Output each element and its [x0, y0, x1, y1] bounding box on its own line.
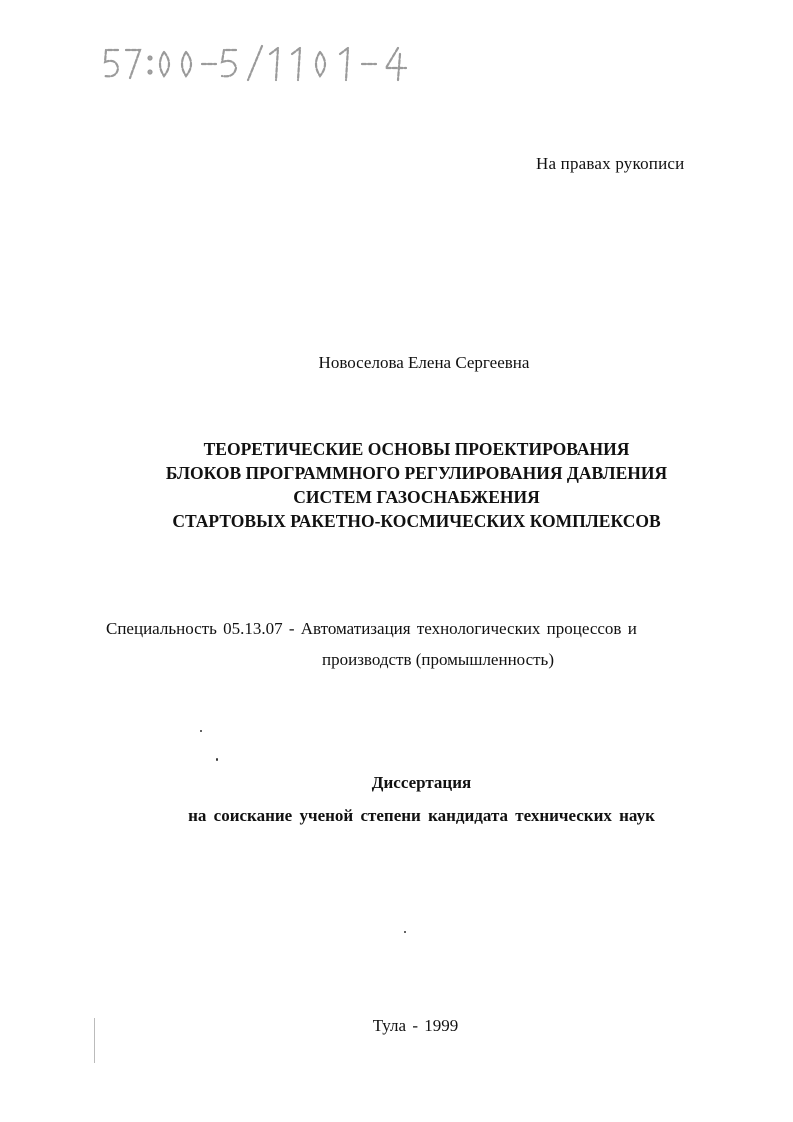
scan-edge-line: [94, 1018, 95, 1063]
library-stamp: [100, 34, 460, 90]
scan-speck: [216, 758, 218, 761]
title-line: БЛОКОВ ПРОГРАММНОГО РЕГУЛИРОВАНИЯ ДАВЛЕНИЯ: [165, 463, 668, 483]
specialty-line: Специальность 05.13.07 - Автоматизация технологических процессов и: [106, 619, 637, 638]
author-name: Новоселова Елена Сергеевна: [318, 353, 530, 372]
title-line: СИСТЕМ ГАЗОСНАБЖЕНИЯ: [293, 487, 540, 507]
scan-speck: [200, 730, 202, 732]
stamp-handwriting: [100, 34, 460, 90]
thesis-title: [0, 437, 793, 533]
specialty-continuation: производств (промышленность): [322, 650, 554, 669]
scan-speck: [404, 931, 406, 933]
title-line: ТЕОРЕТИЧЕСКИЕ ОСНОВЫ ПРОЕКТИРОВАНИЯ: [203, 439, 630, 459]
degree-line: на соискание ученой степени кандидата технических наук: [188, 806, 655, 825]
city-year: Тула - 1999: [372, 1016, 459, 1035]
title-line: СТАРТОВЫХ РАКЕТНО-КОСМИЧЕСКИХ КОМПЛЕКСОВ: [172, 511, 661, 531]
dissertation-label: Диссертация: [371, 773, 472, 792]
rights-notice: На правах рукописи: [536, 154, 685, 173]
